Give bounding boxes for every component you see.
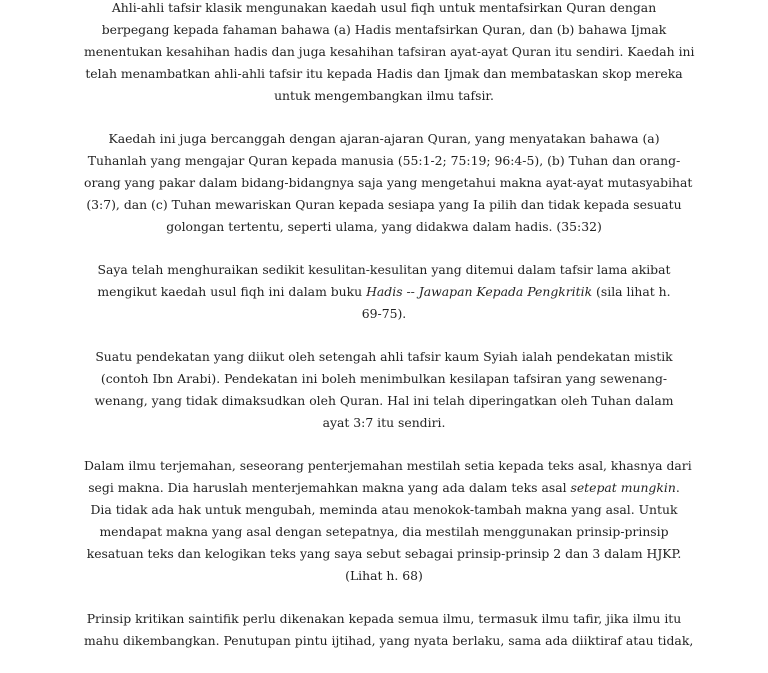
paragraph-translation	[84, 455, 692, 587]
text-line: Tuhanlah yang mengajar Quran kepada manusia (55:1-2; 75:19; 96:4-5), (b) Tuhan dan orang-	[87, 153, 681, 168]
text-line	[84, 281, 684, 303]
text-line: Prinsip kritikan saintifik perlu dikenakan kepada semua ilmu, termasuk ilmu tafir, jika ilmu itu	[86, 611, 682, 626]
text-line: 69-75).	[361, 306, 407, 321]
text-line: menentukan kesahihan hadis dan juga kesahihan tafsiran ayat-ayat Quran itu sendiri. Kaedah ini	[84, 44, 695, 59]
text-line: Saya telah menghuraikan sedikit kesulitan-kesulitan yang ditemui dalam tafsir lama akibat	[97, 262, 671, 277]
text-line	[84, 477, 684, 499]
paragraph-book-reference	[84, 259, 684, 325]
text-line: Suatu pendekatan yang diikut oleh setengah ahli tafsir kaum Syiah ialah pendekatan mistik	[95, 349, 673, 364]
paragraph-mystic-approach	[84, 346, 684, 434]
text-fragment: .	[675, 480, 680, 495]
text-line: untuk mengembangkan ilmu tafsir.	[274, 88, 494, 103]
text-line: wenang, yang tidak dimaksudkan oleh Quran. Hal ini telah diperingatkan oleh Tuhan dalam	[94, 393, 674, 408]
paragraph-quran-teachings	[84, 128, 693, 238]
text-line: orang yang pakar dalam bidang-bidangnya saja yang mengetahui makna ayat-ayat mutasyabihat	[84, 175, 693, 190]
text-line: ayat 3:7 itu sendiri.	[322, 415, 446, 430]
book-title: Hadis -- Jawapan Kepada Pengkritik	[366, 284, 593, 299]
text-line: mendapat makna yang asal dengan setepatnya, dia mestilah menggunakan prinsip-prinsip	[99, 524, 669, 539]
text-line: telah menambatkan ahli-ahli tafsir itu kepada Hadis dan Ijmak dan membataskan skop mereka	[85, 66, 683, 81]
paragraph-classical-tafsir	[84, 0, 695, 107]
text-line: (contoh Ibn Arabi). Pendekatan ini boleh menimbulkan kesilapan tafsiran yang sewenang-	[100, 371, 668, 386]
text-fragment: mengikut kaedah usul fiqh ini dalam buku	[97, 284, 367, 299]
text-line: kesatuan teks dan kelogikan teks yang saya sebut sebagai prinsip-prinsip 2 dan 3 dalam HJKP.	[86, 546, 682, 561]
text-line: berpegang kepada fahaman bahawa (a) Hadis mentafsirkan Quran, dan (b) bahawa Ijmak	[101, 22, 667, 37]
emphasis-text: setepat mungkin	[570, 480, 676, 495]
text-line: Ahli-ahli tafsir klasik mengunakan kaedah usul fiqh untuk mentafsirkan Quran dengan	[111, 0, 657, 15]
text-fragment: (sila lihat h.	[592, 284, 671, 299]
text-line: golongan tertentu, seperti ulama, yang didakwa dalam hadis. (35:32)	[166, 219, 602, 234]
text-line: (Lihat h. 68)	[345, 568, 423, 583]
text-fragment: segi makna. Dia haruslah menterjemahkan makna yang ada dalam teks asal	[88, 480, 571, 495]
text-line: (3:7), dan (c) Tuhan mewariskan Quran kepada sesiapa yang Ia pilih dan tidak kepada sesuatu	[86, 197, 682, 212]
text-line: mahu dikembangkan. Penutupan pintu ijtihad, yang nyata berlaku, sama ada diiktiraf atau tidak,	[84, 633, 694, 648]
text-line: Dia tidak ada hak untuk mengubah, meminda atau menokok-tambah makna yang asal. Untuk	[90, 502, 678, 517]
paragraph-scientific-criticism	[84, 608, 694, 652]
text-line: Kaedah ini juga bercanggah dengan ajaran-ajaran Quran, yang menyatakan bahawa (a)	[108, 131, 660, 146]
text-line: Dalam ilmu terjemahan, seseorang penterjemahan mestilah setia kepada teks asal, khasnya dari	[84, 458, 692, 473]
